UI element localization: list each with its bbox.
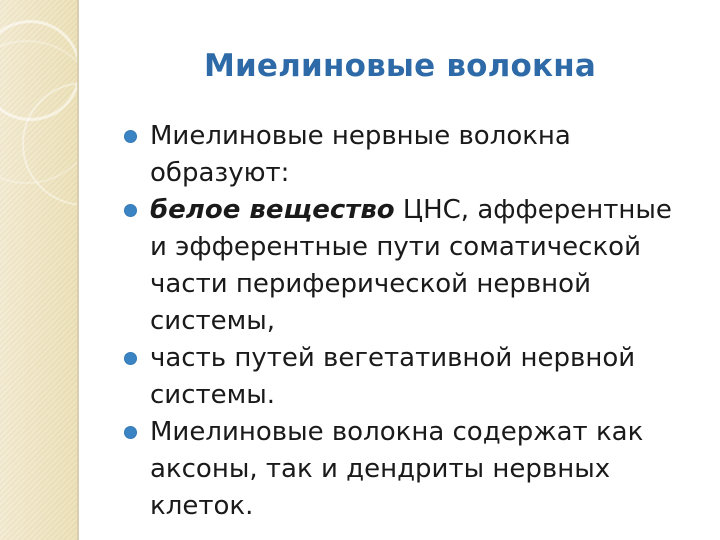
bullet-dot-icon xyxy=(124,426,137,439)
bullet-text: Миелиновые волокна содержат как аксоны, так и дендриты нервных клеток. xyxy=(150,417,644,521)
bullet-dot-icon xyxy=(124,130,137,143)
bullet-text: часть путей вегетативной нервной системы. xyxy=(150,343,636,410)
bullet-text: ЦНС, афферентные и эфферентные пути соматической части периферической нервной системы, xyxy=(150,195,672,336)
decorative-side-panel xyxy=(0,0,77,540)
slide-title: Миелиновые волокна xyxy=(203,48,597,84)
bullet-emphasis: белое вещество xyxy=(150,195,395,225)
bullet-item xyxy=(124,414,684,525)
bullet-item xyxy=(124,192,684,340)
bullet-dot-icon xyxy=(124,204,137,217)
bullet-list xyxy=(124,118,684,525)
bullet-item xyxy=(124,118,684,192)
bullet-item xyxy=(124,340,684,414)
side-divider xyxy=(77,0,79,540)
bullet-dot-icon xyxy=(124,352,137,365)
bullet-text: Миелиновые нервные волокна образуют: xyxy=(150,121,571,188)
